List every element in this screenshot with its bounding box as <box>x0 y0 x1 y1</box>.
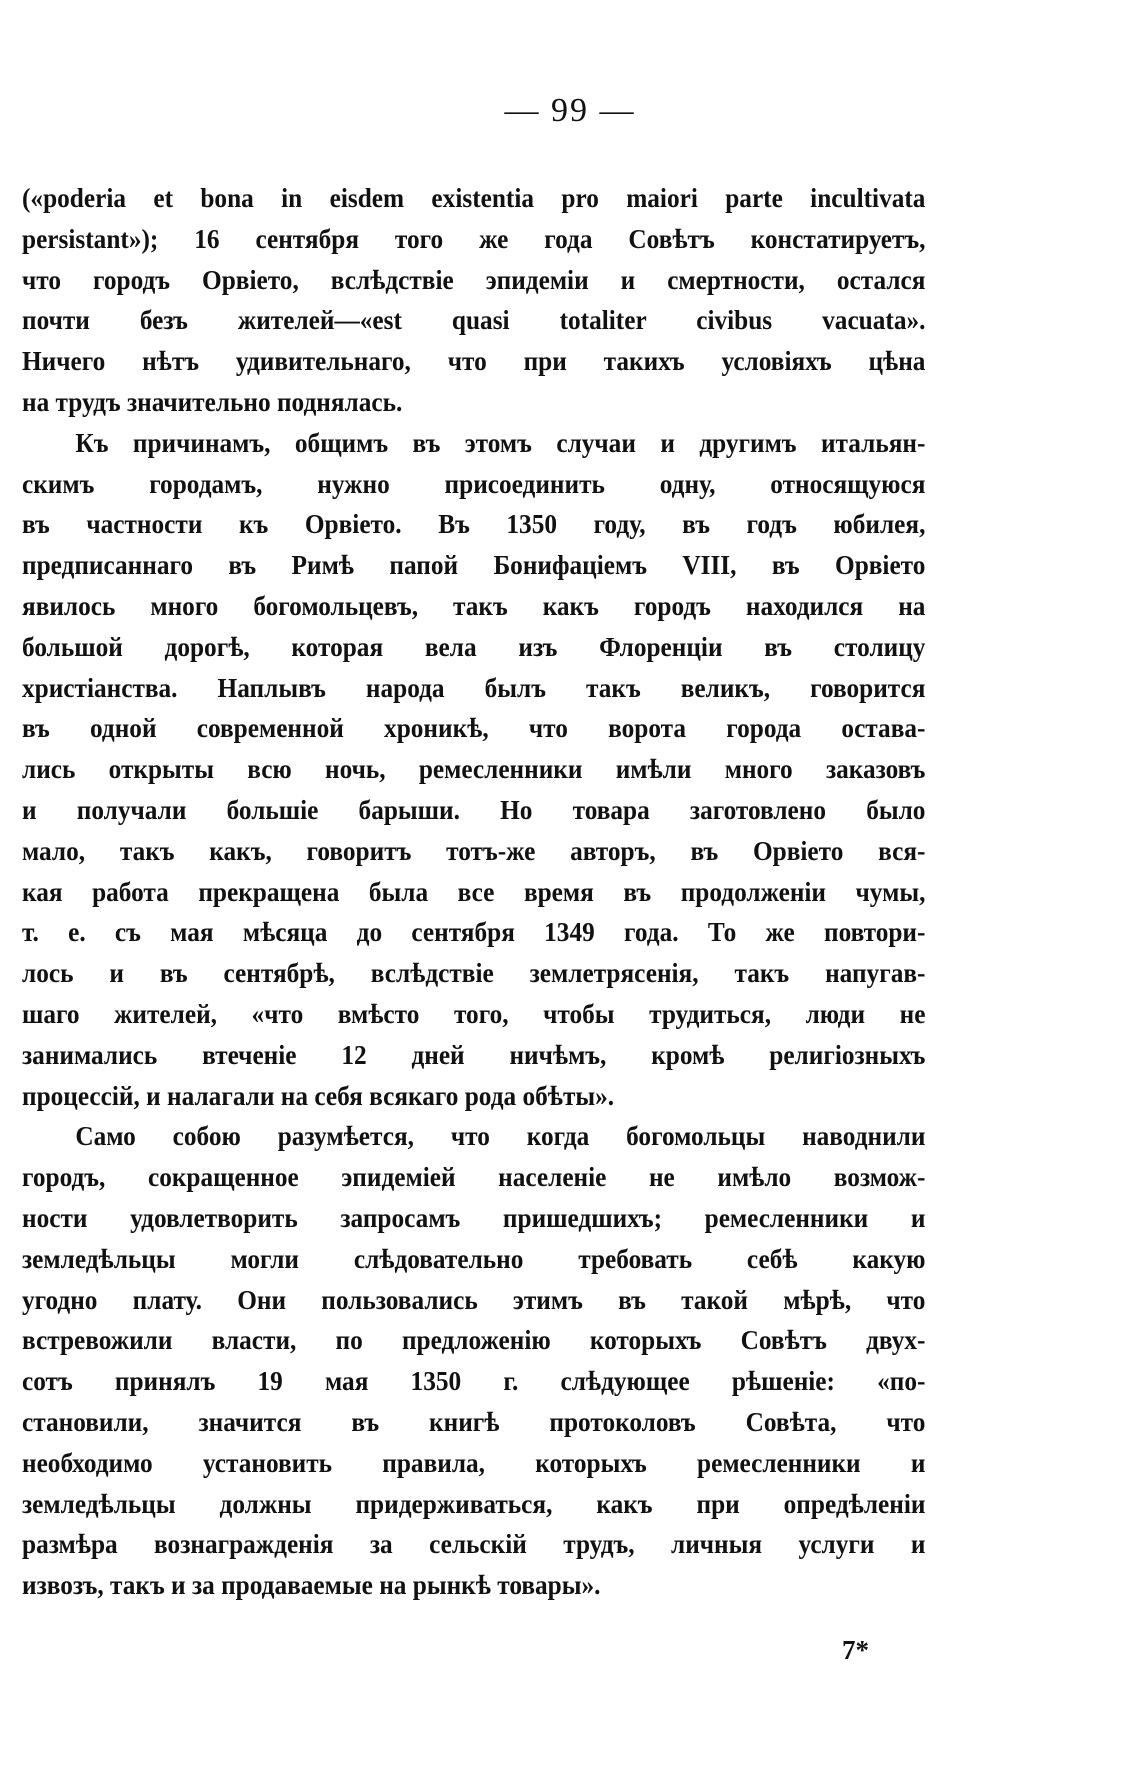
text-line: («poderia et bona in eisdem existentia pro maiori parte incultivata <box>22 182 926 213</box>
body-text <box>22 178 926 1606</box>
text-line: земледѣльцы должны придерживаться, какъ при опредѣленіи <box>22 1487 926 1519</box>
page-number: — 99 — <box>504 92 636 129</box>
text-line: необходимо установить правила, которыхъ ремесленники и <box>22 1446 926 1478</box>
text-line: городъ, сокращенное эпидеміей населеніе не имѣло возмож- <box>22 1161 926 1193</box>
text-line: и получали большіе барыши. Но товара заготовлено было <box>22 793 926 825</box>
text-line: лись открыты всю ночь, ремесленники имѣли много заказовъ <box>22 753 926 785</box>
paragraph <box>22 178 926 423</box>
text-line: шаго жителей, «что вмѣсто того, чтобы трудиться, люди не <box>22 997 926 1029</box>
text-line: извозъ, такъ и за продаваемые на рынкѣ товары». <box>22 1569 601 1601</box>
text-line: почти безъ жителей—«est quasi totaliter civibus vacuata». <box>22 304 926 336</box>
text-line: встревожили власти, по предложенію которыхъ Совѣтъ двух- <box>22 1324 926 1356</box>
text-line: лось и въ сентябрѣ, вслѣдствіе землетрясенія, такъ напугав- <box>22 957 926 989</box>
text-line: т. е. съ мая мѣсяца до сентября 1349 года. То же повтори- <box>22 916 926 948</box>
text-line: предписаннаго въ Римѣ папой Бонифаціемъ VIII, въ Орвіето <box>22 549 926 581</box>
text-line: становили, значится въ книгѣ протоколовъ Совѣта, что <box>22 1405 926 1437</box>
text-line: скимъ городамъ, нужно присоединить одну, относящуюся <box>22 467 926 499</box>
paragraph <box>22 423 926 1117</box>
text-line: угодно плату. Они пользовались этимъ въ такой мѣрѣ, что <box>22 1283 926 1315</box>
text-line: кая работа прекращена была все время въ продолженіи чумы, <box>22 875 926 907</box>
text-line: христіанства. Наплывъ народа былъ такъ великъ, говорится <box>22 671 926 703</box>
text-line: въ частности къ Орвіето. Въ 1350 году, въ годъ юбилея, <box>22 508 926 540</box>
text-line: Само собою разумѣется, что когда богомольцы наводнили <box>75 1120 926 1152</box>
text-line: мало, такъ какъ, говоритъ тотъ-же авторъ, въ Орвіето вся- <box>22 834 926 866</box>
text-line: размѣра вознагражденія за сельскій трудъ, личныя услуги и <box>22 1528 926 1560</box>
text-line: большой дорогѣ, которая вела изъ Флоренціи въ столицу <box>22 630 926 662</box>
text-line: явилось много богомольцевъ, такъ какъ городъ находился на <box>22 589 926 621</box>
text-line: Ничего нѣтъ удивительнаго, что при такихъ условіяхъ цѣна <box>22 345 926 377</box>
text-line: ности удовлетворить запросамъ пришедшихъ; ремесленники и <box>22 1201 926 1233</box>
text-line: въ одной современной хроникѣ, что ворота города остава- <box>22 712 926 744</box>
text-line: persistant»); 16 сентября того же года Совѣтъ констатируетъ, <box>22 222 926 254</box>
text-line: процессій, и налагали на себя всякаго рода обѣты». <box>22 1079 615 1111</box>
paragraph <box>22 1116 926 1606</box>
text-line: что городъ Орвіето, вслѣдствіе эпидеміи и смертности, остался <box>22 263 926 295</box>
text-line: земледѣльцы могли слѣдовательно требовать себѣ какую <box>22 1242 926 1274</box>
text-line: сотъ принялъ 19 мая 1350 г. слѣдующее рѣшеніе: «по- <box>22 1365 926 1397</box>
text-line: занимались втеченіе 12 дней ничѣмъ, кромѣ религіозныхъ <box>22 1038 926 1070</box>
signature-mark: 7* <box>842 1635 869 1665</box>
text-line: Къ причинамъ, общимъ въ этомъ случаи и другимъ итальян- <box>75 426 926 458</box>
text-line: на трудъ значительно поднялась. <box>22 385 403 417</box>
